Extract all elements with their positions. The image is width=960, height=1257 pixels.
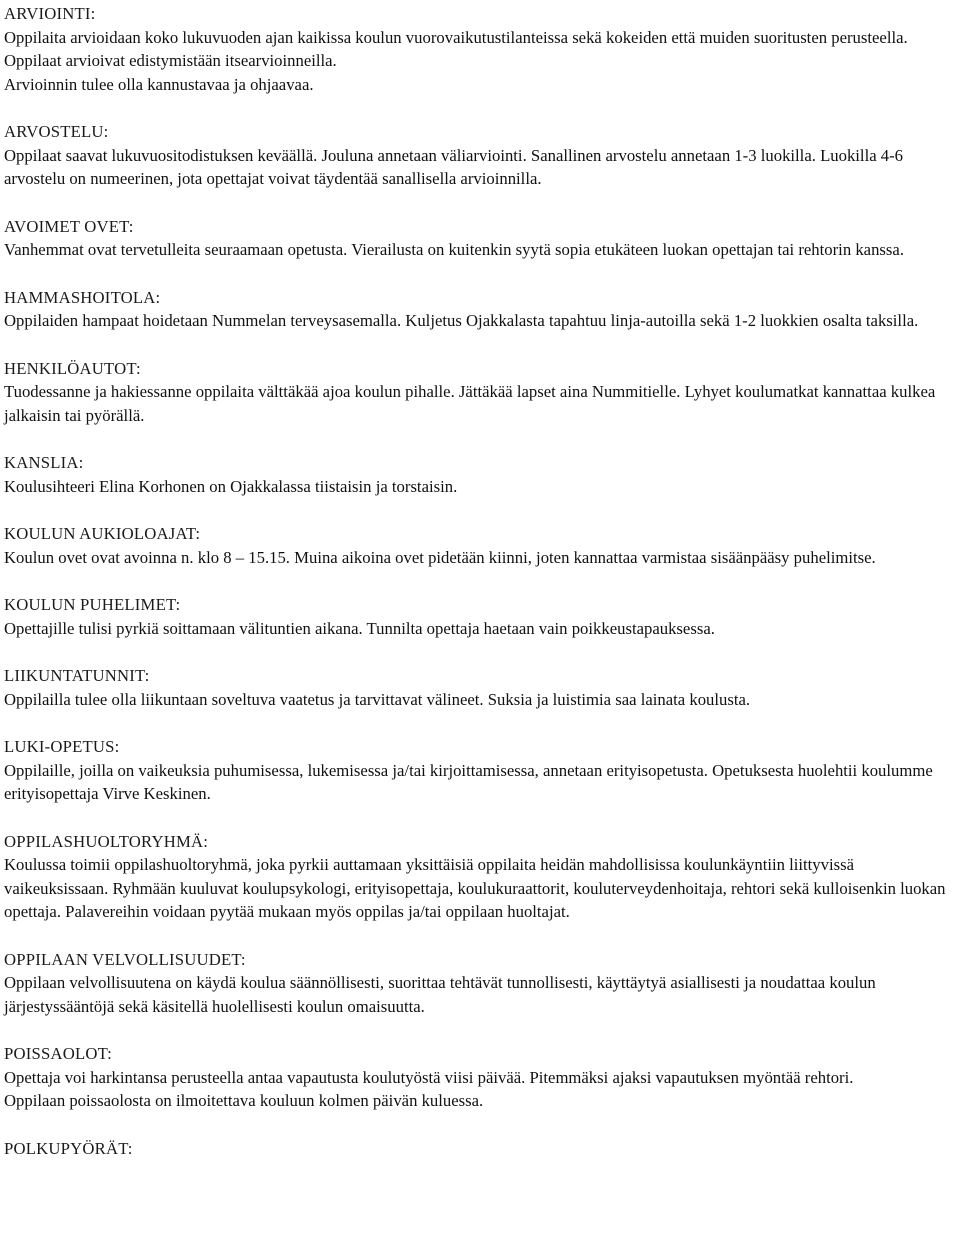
section-avoimet-ovet [4,215,956,262]
section-koulun-aukioloajat [4,522,956,569]
section-heading: KOULUN AUKIOLOAJAT: [4,524,201,543]
section-luki-opetus [4,735,956,806]
section-oppilashuoltoryhma [4,830,956,924]
section-heading: LIIKUNTATUNNIT: [4,666,150,685]
section-paragraph: Oppilaan poissaolosta on ilmoitettava kouluun kolmen päivän kuluessa. [4,1091,484,1110]
section-arvostelu [4,120,956,191]
section-poissaolot [4,1042,956,1113]
section-heading: HAMMASHOITOLA: [4,287,161,307]
section-paragraph: Oppilaita arvioidaan koko lukuvuoden ajan kaikissa koulun vuorovaikutustilanteissa sekä kokeiden että muiden suoritusten perusteella. Oppilaat arvioivat edistymistään itsearvioinneilla. [4,27,908,70]
section-kanslia [4,451,956,498]
section-heading: LUKI-OPETUS: [4,737,120,756]
section-heading: OPPILASHUOLTORYHMÄ: [4,831,209,851]
section-paragraph: Oppilaan velvollisuutena on käydä koulua säännöllisesti, suorittaa tehtävät tunnollisesti, käyttäytyä asiallisesti ja noudattaa koulun järjestyssääntöjä sekä käsitellä huolellisesti koulun omaisuutta. [4,973,876,1016]
section-paragraph: Tuodessanne ja hakiessanne oppilaita välttäkää ajoa koulun pihalle. Jättäkää lapset aina Nummitielle. Lyhyet koulumatkat kannattaa kulkea jalkaisin tai pyörällä. [4,382,936,425]
section-heading: POISSAOLOT: [4,1044,112,1063]
section-hammashoitola [4,286,956,333]
section-heading: KOULUN PUHELIMET: [4,595,181,614]
section-paragraph: Opettaja voi harkintansa perusteella antaa vapautusta koulutyöstä viisi päivää. Pitemmäksi ajaksi vapautuksen myöntää rehtori. [4,1067,854,1087]
section-paragraph: Koulussa toimii oppilashuoltoryhmä, joka pyrkii auttamaan yksittäisiä oppilaita heidän mahdollisissa koulunkäyntiin liittyvissä vaikeuksissaan. Ryhmään kuuluvat koulupsykologi, erityisopettaja, koulukuraattorit, kouluterveydenhoitaja, rehtori sekä kulloisenkin luokan opettaja. Palavereihin voidaan pyytää mukaan myös oppilas ja/tai oppilaan huoltajat. [4,855,946,921]
section-paragraph: Oppilaat saavat lukuvuositodistuksen keväällä. Jouluna annetaan väliarviointi. Sanallinen arvostelu annetaan 1-3 luokilla. Luokilla 4-6 arvostelu on numeerinen, jota opettajat voivat täydentää sanallisella arvioinnilla. [4,145,904,188]
section-paragraph: Koulun ovet ovat avoinna n. klo 8 – 15.15. Muina aikoina ovet pidetään kiinni, joten kannattaa varmistaa sisäänpääsy puhelimitse. [4,547,876,567]
section-heading: POLKUPYÖRÄT: [4,1138,133,1158]
section-liikuntatunnit [4,664,956,711]
section-polkupyorat [4,1137,956,1161]
section-henkiloautot [4,357,956,428]
section-paragraph: Oppilailla tulee olla liikuntaan soveltuva vaatetus ja tarvittavat välineet. Suksia ja luistimia saa lainata koulusta. [4,689,751,709]
section-heading: KANSLIA: [4,453,84,472]
section-paragraph: Vanhemmat ovat tervetulleita seuraamaan opetusta. Vierailusta on kuitenkin syytä sopia etukäteen luokan opettajan tai rehtorin kanssa. [4,240,904,259]
section-heading: HENKILÖAUTOT: [4,358,141,378]
section-heading: OPPILAAN VELVOLLISUUDET: [4,949,246,969]
section-paragraph: Koulusihteeri Elina Korhonen on Ojakkalassa tiistaisin ja torstaisin. [4,476,458,496]
section-heading: AVOIMET OVET: [4,216,134,236]
section-paragraph: Opettajille tulisi pyrkiä soittamaan välituntien aikana. Tunnilta opettaja haetaan vain poikkeustapauksessa. [4,618,715,638]
section-paragraph: Arvioinnin tulee olla kannustavaa ja ohjaavaa. [4,74,314,94]
section-heading: ARVIOINTI: [4,4,96,23]
section-paragraph: Oppilaiden hampaat hoidetaan Nummelan terveysasemalla. Kuljetus Ojakkalasta tapahtuu linja-autoilla sekä 1-2 luokkien osalta taksilla. [4,311,919,330]
section-koulun-puhelimet [4,593,956,640]
section-paragraph: Oppilaille, joilla on vaikeuksia puhumisessa, lukemisessa ja/tai kirjoittamisessa, annetaan erityisopetusta. Opetuksesta huolehtii koulumme erityisopettaja Virve Keskinen. [4,760,933,803]
section-heading: ARVOSTELU: [4,122,109,141]
section-arviointi [4,2,956,96]
section-oppilaan-velvollisuudet [4,948,956,1019]
